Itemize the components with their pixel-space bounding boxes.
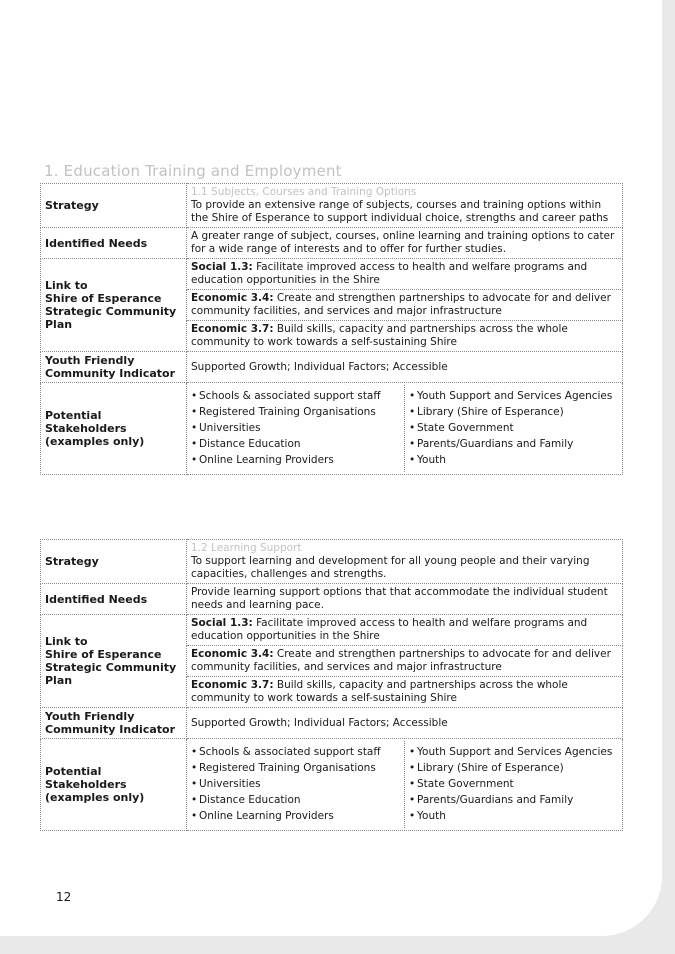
indicator-row	[41, 708, 623, 739]
stakeholders-list-right	[409, 385, 618, 472]
stakeholders-row	[41, 739, 623, 831]
strategy-row	[41, 184, 623, 228]
link-item: Economic 3.7: Build skills, capacity and partnerships across the whole community to work towards a self-sustaining Shire	[187, 677, 623, 708]
list-item: • Youth Support and Services Agencies	[409, 746, 618, 759]
list-item: • Parents/Guardians and Family	[409, 794, 618, 807]
list-item: • Distance Education	[191, 794, 400, 807]
needs-row	[41, 584, 623, 615]
objective-table-2	[40, 539, 623, 831]
objective-title: 1.2 Learning Support	[191, 542, 302, 554]
indicator-text: Supported Growth; Individual Factors; Accessible	[187, 352, 623, 383]
link-item: Economic 3.7: Build skills, capacity and partnerships across the whole community to work towards a self-sustaining Shire	[187, 321, 623, 352]
needs-label: Identified Needs	[41, 584, 187, 615]
list-item: • State Government	[409, 778, 618, 791]
stakeholders-list-left	[191, 741, 400, 828]
link-row	[41, 259, 623, 290]
stakeholders-label: Potential Stakeholders (examples only)	[41, 383, 187, 475]
stakeholders-row	[41, 383, 623, 475]
section-title: 1. Education Training and Employment	[44, 162, 342, 180]
list-item: • Youth Support and Services Agencies	[409, 390, 618, 403]
strategy-text: To provide an extensive range of subjects, courses and training options within the Shire of Esperance to support individual choice, strengths and career paths	[191, 199, 609, 224]
strategy-row	[41, 540, 623, 584]
list-item: • Youth	[409, 810, 618, 823]
list-item: • Online Learning Providers	[191, 454, 400, 467]
list-item: • State Government	[409, 422, 618, 435]
list-item: • Universities	[191, 778, 400, 791]
strategy-label: Strategy	[41, 184, 187, 228]
needs-text: Provide learning support options that that accommodate the individual student needs and learning pace.	[187, 584, 623, 615]
list-item: • Universities	[191, 422, 400, 435]
list-item: • Registered Training Organisations	[191, 762, 400, 775]
strategy-text: To support learning and development for all young people and their varying capacities, challenges and strengths.	[191, 555, 590, 580]
list-item: • Library (Shire of Esperance)	[409, 406, 618, 419]
list-item: • Youth	[409, 454, 618, 467]
link-label: Link to Shire of Esperance Strategic Community Plan	[41, 259, 187, 352]
link-item: Economic 3.4: Create and strengthen partnerships to advocate for and deliver community facilities, and services and major infrastructure	[187, 290, 623, 321]
stakeholders-list-left	[191, 385, 400, 472]
link-item: Economic 3.4: Create and strengthen partnerships to advocate for and deliver community facilities, and services and major infrastructure	[187, 646, 623, 677]
link-item: Social 1.3: Facilitate improved access to health and welfare programs and education opportunities in the Shire	[187, 615, 623, 646]
needs-label: Identified Needs	[41, 228, 187, 259]
link-label: Link to Shire of Esperance Strategic Community Plan	[41, 615, 187, 708]
list-item: • Schools & associated support staff	[191, 390, 400, 403]
list-item: • Distance Education	[191, 438, 400, 451]
indicator-text: Supported Growth; Individual Factors; Accessible	[187, 708, 623, 739]
needs-text: A greater range of subject, courses, online learning and training options to cater for a wide range of interests and to offer for further studies.	[187, 228, 623, 259]
stakeholders-label: Potential Stakeholders (examples only)	[41, 739, 187, 831]
list-item: • Online Learning Providers	[191, 810, 400, 823]
link-row	[41, 615, 623, 646]
indicator-label: Youth Friendly Community Indicator	[41, 352, 187, 383]
indicator-row	[41, 352, 623, 383]
needs-row	[41, 228, 623, 259]
link-item: Social 1.3: Facilitate improved access to health and welfare programs and education opportunities in the Shire	[187, 259, 623, 290]
page-number: 12	[56, 890, 72, 904]
list-item: • Registered Training Organisations	[191, 406, 400, 419]
objective-table-1	[40, 183, 623, 475]
stakeholders-list-right	[409, 741, 618, 828]
list-item: • Parents/Guardians and Family	[409, 438, 618, 451]
list-item: • Schools & associated support staff	[191, 746, 400, 759]
objective-title: 1.1 Subjects, Courses and Training Options	[191, 186, 417, 198]
list-item: • Library (Shire of Esperance)	[409, 762, 618, 775]
strategy-label: Strategy	[41, 540, 187, 584]
indicator-label: Youth Friendly Community Indicator	[41, 708, 187, 739]
